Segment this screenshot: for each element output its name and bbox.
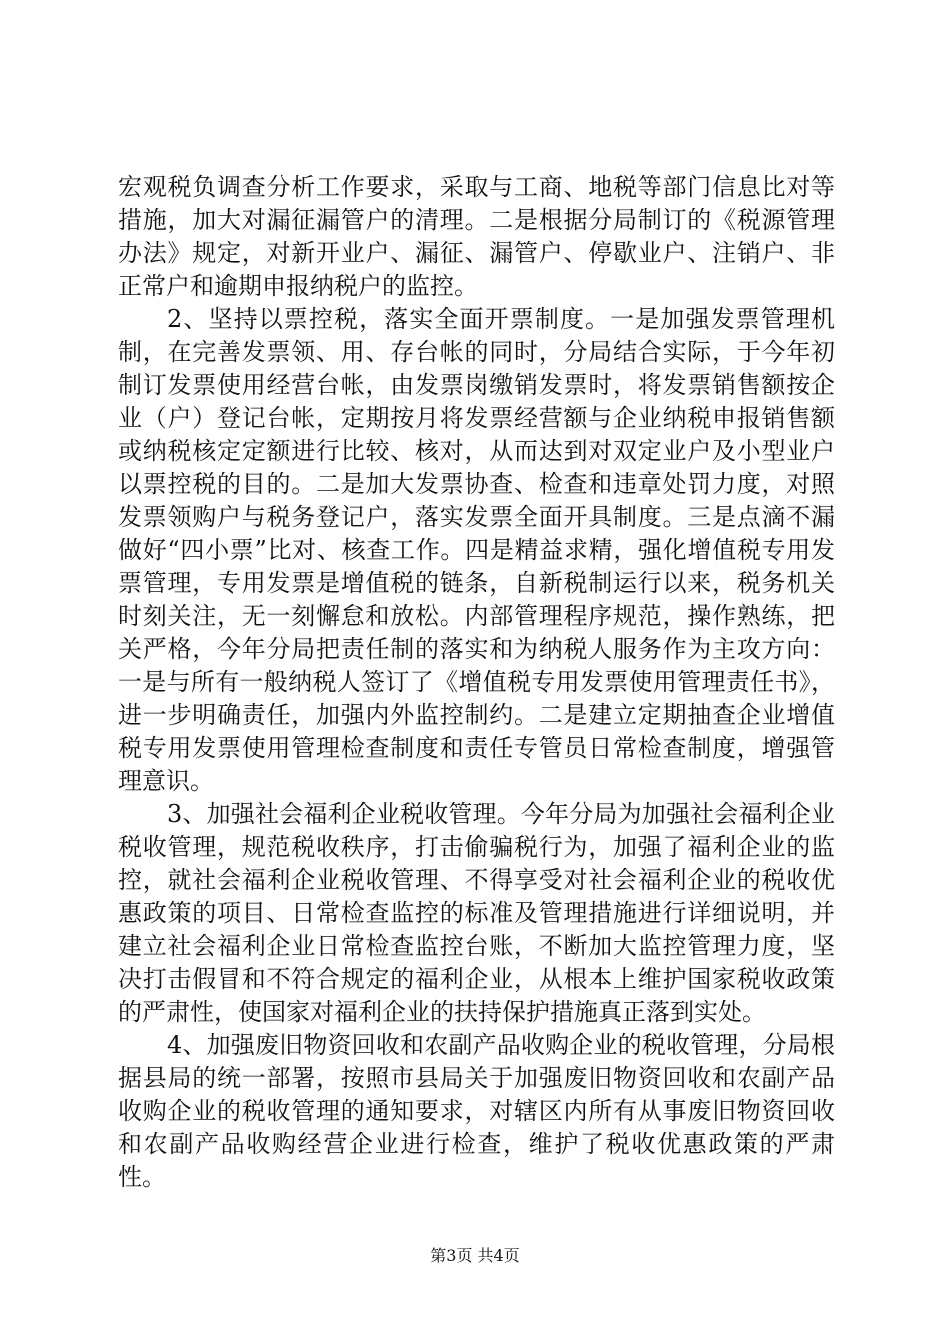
paragraph-invoice-control: 2、坚持以票控税，落实全面开票制度。一是加强发票管理机制，在完善发票领、用、存台帐的同时，分局结合实际，于今年初制订发票使用经营台帐，由发票岗缴销发票时，将发票销售额按企业（户）登记台帐，定期按月将发票经营额与企业纳税申报销售额或纳税核定定额进行比较、核对，从而达到对双定业户及小型业户以票控税的目的。二是加大发票协查、检查和违章处罚力度，对照发票领购户与税务登记户，落实发票全面开具制度。三是点滴不漏做好“四小票”比对、核查工作。四是精益求精，强化增值税专用发票管理，专用发票是增值税的链条，自新税制运行以来，税务机关时刻关注，无一刻懈怠和放松。内部管理程序规范，操作熟练，把关严格，今年分局把责任制的落实和为纳税人服务作为主攻方向：一是与所有一般纳税人签订了《增值税专用发票使用管理责任书》，进一步明确责任，加强内外监控制约。二是建立定期抽查企业增值税专用发票使用管理检查制度和责任专管员日常检查制度，增强管理意识。 (118, 305, 835, 795)
paragraph-tax-source-monitoring: 宏观税负调查分析工作要求，采取与工商、地税等部门信息比对等措施，加大对漏征漏管户的清理。二是根据分局制订的《税源管理办法》规定，对新开业户、漏征、漏管户、停歇业户、注销户、非正常户和逾期申报纳税户的监控。 (118, 173, 835, 300)
paragraph-recycling-agricultural: 4、加强废旧物资回收和农副产品收购企业的税收管理，分局根据县局的统一部署，按照市县局关于加强废旧物资回收和农副产品收购企业的税收管理的通知要求，对辖区内所有从事废旧物资回收和农副产品收购经营企业进行检查，维护了税收优惠政策的严肃性。 (118, 1031, 835, 1191)
document-body (118, 171, 835, 1194)
paragraph-welfare-enterprise: 3、加强社会福利企业税收管理。今年分局为加强社会福利企业税收管理，规范税收秩序，打击偷骗税行为，加强了福利企业的监控，就社会福利企业税收管理、不得享受对社会福利企业的税收优惠政策的项目、日常检查监控的标准及管理措施进行详细说明，并建立社会福利企业日常检查监控台账，不断加大监控管理力度，坚决打击假冒和不符合规定的福利企业，从根本上维护国家税收政策的严肃性，使国家对福利企业的扶持保护措施真正落到实处。 (118, 800, 835, 1026)
page-number-footer: 第3页 共4页 (430, 1246, 520, 1265)
